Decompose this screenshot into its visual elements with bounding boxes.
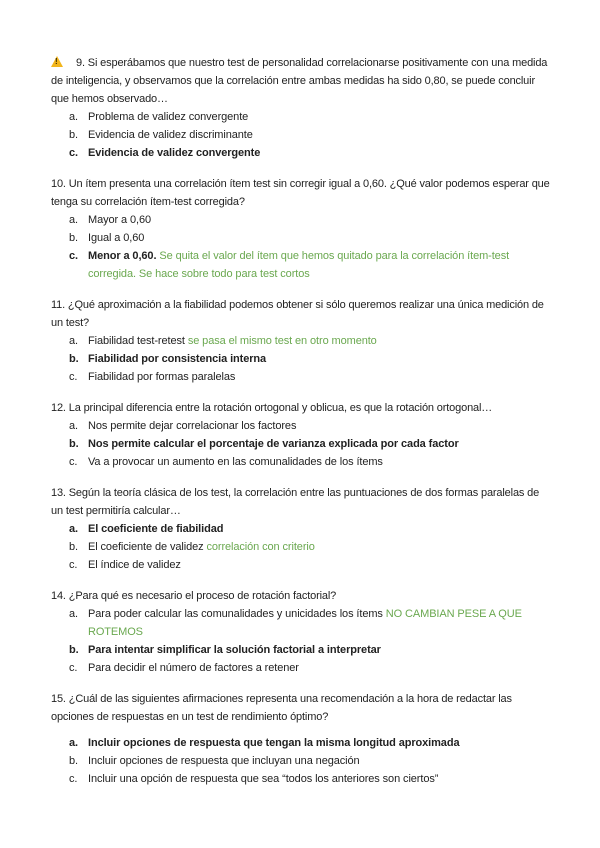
option-b <box>51 126 551 144</box>
option-text: Para intentar simplificar la solución factorial a interpretar <box>88 644 381 656</box>
option-text: El coeficiente de fiabilidad <box>88 523 224 535</box>
option-a-correct <box>51 734 551 752</box>
options-list <box>51 520 551 574</box>
question-stem: 14. ¿Para qué es necesario el proceso de rotación factorial? <box>51 590 337 602</box>
option-text: Fiabilidad test-retest <box>88 335 185 347</box>
options-list <box>51 417 551 471</box>
option-letter: b. <box>69 541 78 553</box>
option-c <box>51 659 551 677</box>
option-text: Menor a 0,60. <box>88 250 157 262</box>
option-letter: c. <box>69 773 78 785</box>
option-note: correlación con criterio <box>206 541 315 553</box>
option-letter: b. <box>69 129 78 141</box>
options-list <box>51 332 551 386</box>
option-a <box>51 332 551 350</box>
question-12 <box>51 399 551 471</box>
option-letter: c. <box>69 662 78 674</box>
question-14 <box>51 587 551 677</box>
option-note: NO CAMBIAN PESE A QUE ROTEMOS <box>88 608 522 638</box>
question-stem <box>51 54 551 108</box>
option-text: El índice de validez <box>88 559 181 571</box>
option-text: Incluir opciones de respuesta que incluyan una negación <box>88 755 360 767</box>
option-c <box>51 368 551 386</box>
option-text: Evidencia de validez convergente <box>88 147 261 159</box>
question-stem: 12. La principal diferencia entre la rotación ortogonal y oblicua, es que la rotación ortogonal… <box>51 402 493 414</box>
option-letter: c. <box>69 147 78 159</box>
question-stem: 13. Según la teoría clásica de los test, la correlación entre las puntuaciones de dos formas paralelas de un test permitiría calcular… <box>51 487 540 517</box>
option-letter: a. <box>69 737 78 749</box>
option-text: Nos permite dejar correlacionar los factores <box>88 420 297 432</box>
option-c <box>51 453 551 471</box>
question-9 <box>51 54 551 162</box>
option-text: Incluir opciones de respuesta que tengan la misma longitud aproximada <box>88 737 460 749</box>
option-b-correct <box>51 350 551 368</box>
option-b-correct <box>51 435 551 453</box>
question-stem: 11. ¿Qué aproximación a la fiabilidad podemos obtener si sólo queremos realizar una única medición de un test? <box>51 299 544 329</box>
option-letter: b. <box>69 644 79 656</box>
option-c-correct <box>51 144 551 162</box>
option-note: se pasa el mismo test en otro momento <box>187 335 377 347</box>
option-letter: a. <box>69 420 78 432</box>
option-text: Problema de validez convergente <box>88 111 249 123</box>
option-letter: a. <box>69 523 78 535</box>
option-c <box>51 770 551 788</box>
question-13 <box>51 484 551 574</box>
option-text: Va a provocar un aumento en las comunalidades de los ítems <box>88 456 383 468</box>
option-c-correct <box>51 247 551 283</box>
option-letter: c. <box>69 559 78 571</box>
option-a <box>51 417 551 435</box>
question-11 <box>51 296 551 386</box>
question-stem: 15. ¿Cuál de las siguientes afirmaciones representa una recomendación a la hora de redactar las opciones de respuestas en un test de rendimiento óptimo? <box>51 693 512 723</box>
options-list <box>51 734 551 788</box>
option-b <box>51 752 551 770</box>
option-b-correct <box>51 641 551 659</box>
option-text: Igual a 0,60 <box>88 232 145 244</box>
option-letter: c. <box>69 250 78 262</box>
option-letter: b. <box>69 353 79 365</box>
option-text: Fiabilidad por consistencia interna <box>88 353 267 365</box>
options-list <box>51 605 551 677</box>
option-letter: a. <box>69 111 78 123</box>
option-text: Mayor a 0,60 <box>88 214 152 226</box>
options-list <box>51 108 551 162</box>
option-a-correct <box>51 520 551 538</box>
option-a <box>51 108 551 126</box>
option-c <box>51 556 551 574</box>
option-text: Nos permite calcular el porcentaje de varianza explicada por cada factor <box>88 438 459 450</box>
option-note: Se quita el valor del ítem que hemos quitado para la correlación ítem-test corregida. Se hace sobre todo para test cortos <box>88 250 510 280</box>
option-text: El coeficiente de validez <box>88 541 204 553</box>
options-list <box>51 211 551 283</box>
option-text: Fiabilidad por formas paralelas <box>88 371 236 383</box>
warning-icon <box>51 56 63 67</box>
question-stem: 10. Un ítem presenta una correlación ítem test sin corregir igual a 0,60. ¿Qué valor podemos esperar que tenga su correlación ítem-test corregida? <box>51 178 550 208</box>
option-a <box>51 211 551 229</box>
document-page <box>51 54 551 801</box>
option-letter: c. <box>69 371 78 383</box>
option-b <box>51 229 551 247</box>
option-letter: a. <box>69 335 78 347</box>
option-letter: a. <box>69 608 78 620</box>
option-letter: a. <box>69 214 78 226</box>
option-letter: b. <box>69 438 79 450</box>
option-text: Incluir una opción de respuesta que sea “todos los anteriores son ciertos” <box>88 773 439 785</box>
option-text: Evidencia de validez discriminante <box>88 129 253 141</box>
option-a <box>51 605 551 641</box>
question-10 <box>51 175 551 283</box>
option-letter: c. <box>69 456 78 468</box>
option-letter: b. <box>69 232 78 244</box>
option-text: Para poder calcular las comunalidades y unicidades los ítems <box>88 608 383 620</box>
question-stem-text: 9. Si esperábamos que nuestro test de personalidad correlacionarse positivamente con una medida de inteligencia, y observamos que la correlación entre ambas medidas ha sido 0,80, se puede concluir que hemos observado… <box>51 57 548 105</box>
option-b <box>51 538 551 556</box>
question-15 <box>51 690 551 788</box>
option-text: Para decidir el número de factores a retener <box>88 662 299 674</box>
option-letter: b. <box>69 755 78 767</box>
